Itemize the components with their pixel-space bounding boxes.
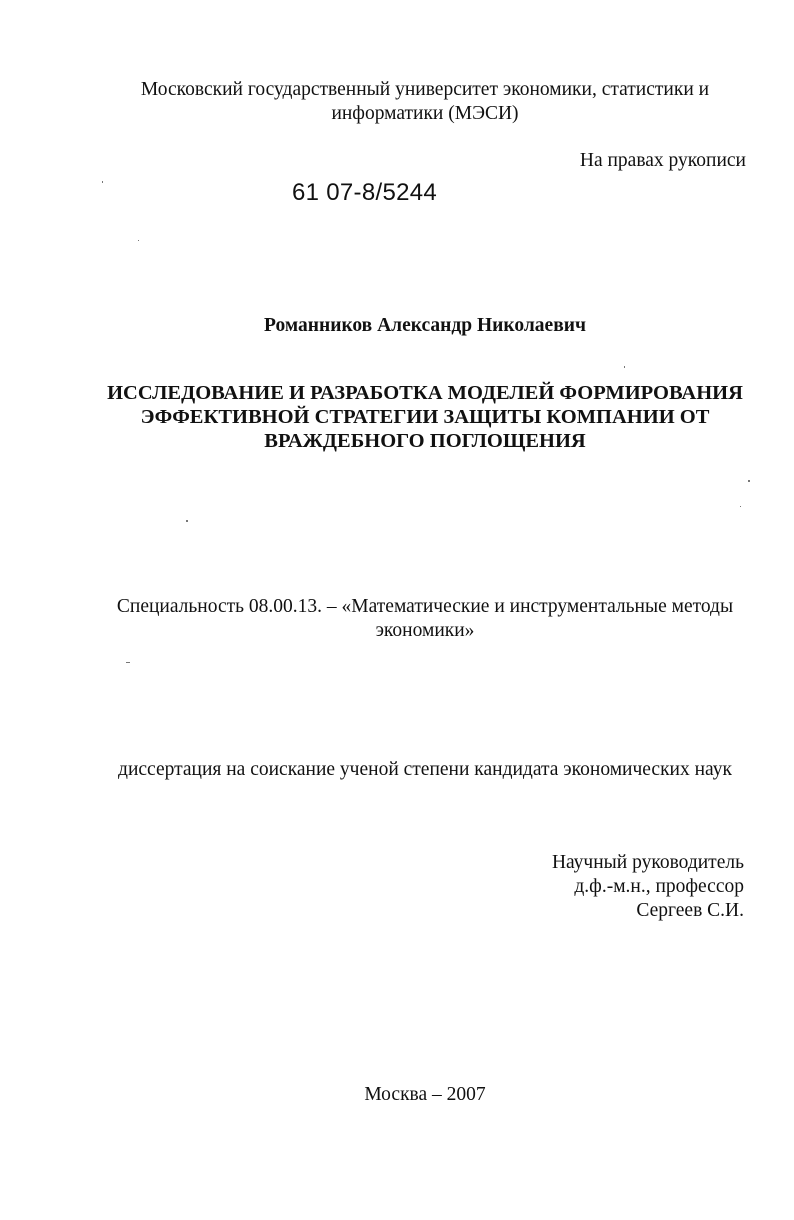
specialty-line-2: экономики»: [375, 620, 475, 641]
scan-speck: [624, 366, 625, 368]
scan-speck: [138, 240, 139, 241]
scan-speck: [186, 520, 188, 522]
supervisor-role: Научный руководитель: [551, 852, 744, 873]
supervisor-name: Сергеев С.И.: [636, 900, 744, 921]
archive-stamp-number: 61 07-8/5244: [292, 179, 438, 206]
specialty-line-1: Специальность 08.00.13. – «Математические и инструментальные методы: [116, 596, 734, 617]
degree-statement: диссертация на соискание ученой степени кандидата экономических наук: [118, 759, 732, 780]
dissertation-title-line-1: ИССЛЕДОВАНИЕ И РАЗРАБОТКА МОДЕЛЕЙ ФОРМИРОВАНИЯ: [107, 382, 743, 404]
city-and-year: Москва – 2007: [364, 1084, 486, 1105]
scan-speck: [102, 181, 103, 183]
scan-speck: [740, 506, 741, 507]
scan-speck: [748, 480, 750, 482]
dissertation-title-line-3: ВРАЖДЕБНОГО ПОГЛОЩЕНИЯ: [264, 430, 586, 452]
scan-speck: [126, 662, 130, 663]
author-name: Романников Александр Николаевич: [264, 315, 586, 336]
dissertation-title-line-2: ЭФФЕКТИВНОЙ СТРАТЕГИИ ЗАЩИТЫ КОМПАНИИ ОТ: [140, 406, 710, 428]
university-name-line-2: информатики (МЭСИ): [331, 103, 519, 124]
manuscript-rights-note: На правах рукописи: [579, 150, 746, 171]
supervisor-credentials: д.ф.-м.н., профессор: [574, 876, 744, 897]
university-name-line-1: Московский государственный университет экономики, статистики и: [140, 79, 710, 100]
